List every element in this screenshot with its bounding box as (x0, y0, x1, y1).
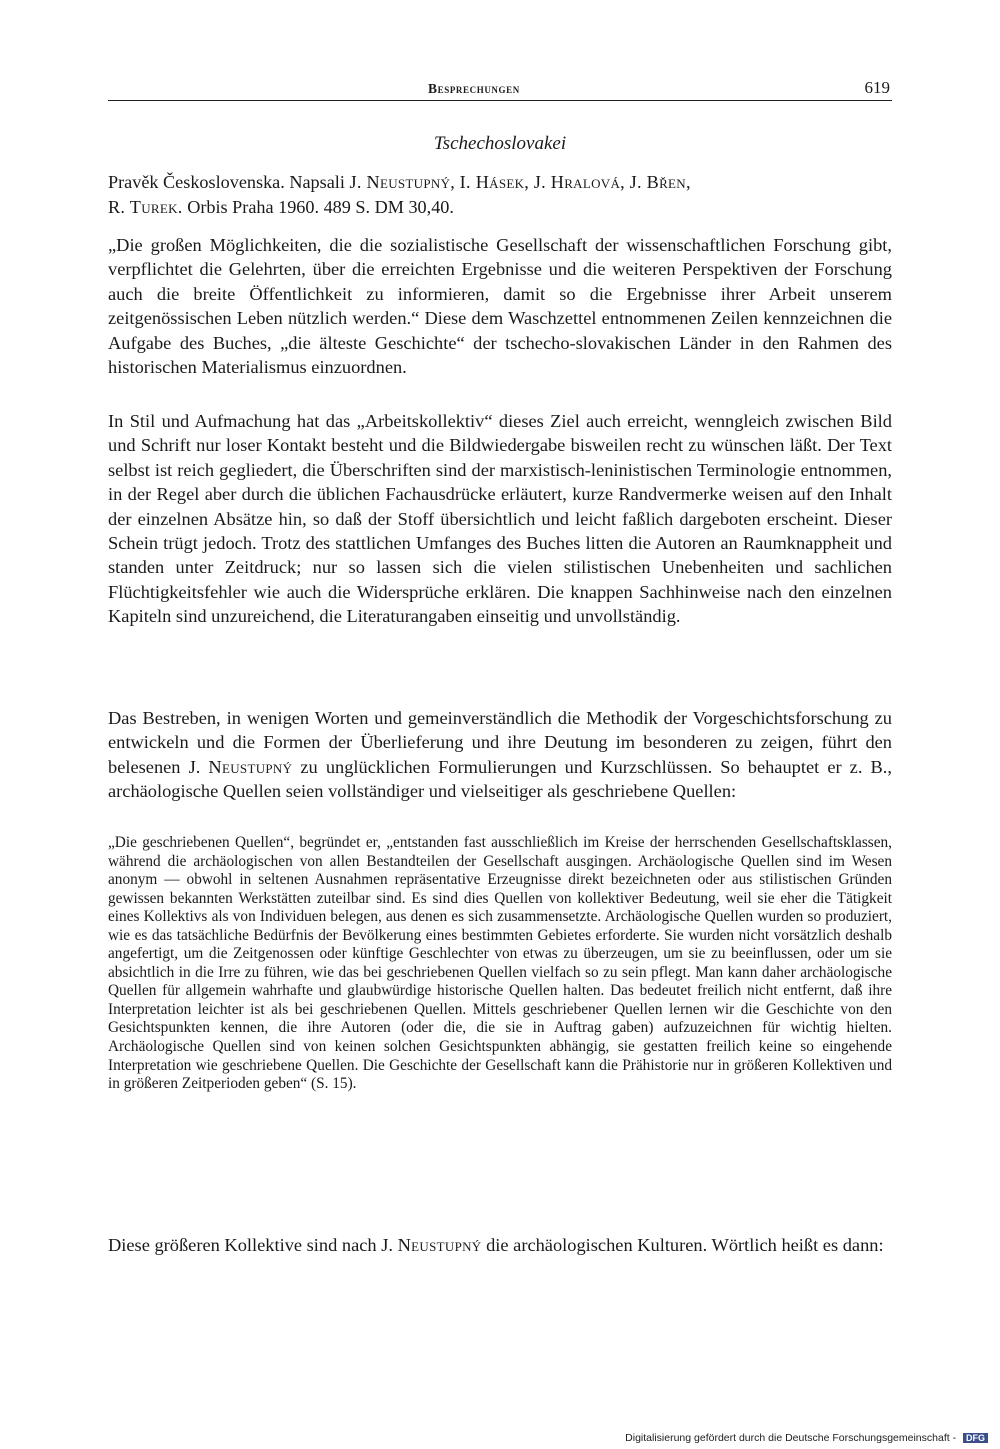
bibliographic-citation (108, 170, 892, 220)
citation-author: J. Břen, (629, 172, 691, 192)
section-title: Tschechoslovakei (433, 133, 567, 154)
paragraph-methodology (108, 706, 892, 804)
citation-author: J. Neustupný, (349, 172, 456, 192)
block-quotation: „Die geschriebenen Quellen“, begründet er, „entstanden fast ausschließlich im Kreise der herrschenden Gesellschaftsklassen, während die archäologischen von allen Bestandteilen der Gesellschaft ausgingen. Archäologische Quellen sind im Wesen anonym — obwohl in seltenen Ausnahmen repräsentative Erzeugnisse direkt bezeichneten oder aus stilistischen Gründen gewissen bekannten Werkstätten zuteilbar sind. Es sind dies Quellen von kollektiver Bedeutung, weil sie eher die Tätigkeit eines Kollektivs als von Individuen belegen, aus denen es sich zusammensetzte. Archäologische Quellen wurden so produziert, wie es das tatsächliche Bedürfnis der Bevölkerung eines bestimmten Gebietes erforderte. Sie wurden nicht vorsätzlich deshalb angefertigt, um die Zeitgenossen oder künftige Geschlechter von etwas zu überzeugen, um sie zu beeinflussen, oder um sie absichtlich in die Irre zu führen, wie das bei geschriebenen Quellen vielfach so zu sein pflegt. Man kann daher archäologische Quellen für allgemein wahrhafte und glaubwürdige historische Quellen halten. Das bedeutet freilich nicht entfernt, daß ihre Interpretation leichter ist als bei geschriebenen Quellen. Mittels geschriebener Quellen lernen wir die Geschichte von den Gesichtspunkten kennen, die ihre Autoren (oder die, die sie in Auftrag gaben) aufzuzeichnen für wichtig hielten. Archäologische Quellen sind von keinen solchen Gesichtspunkten abhängig, sie gestatten freilich keine so eingehende Interpretation wie geschriebene Quellen. Die Geschichte der Gesellschaft kann die Prähistorie nur in größeren Kollektiven und in größeren Zeitperioden geben“ (S. 15). (108, 834, 892, 1093)
digitization-footer (625, 1432, 988, 1444)
paragraph-text: zu unglücklichen Formulierungen und Kurzschlüssen. So behauptet er z. B., archäologische Quellen seien vollständiger und vielseitiger als geschriebene Quellen: (108, 756, 892, 802)
paragraph-intro: „Die großen Möglichkeiten, die die sozialistische Gesellschaft der wissenschaftlichen Forschung gibt, verpflichtet die Gelehrten, über die erreichten Ergebnisse und die weiteren Perspektiven der Forschung auch die breite Öffentlichkeit zu informieren, damit so die Ergebnisse ihrer Arbeit unserem zeitgenössischen Leben nützlich werden.“ Diese dem Waschzettel entnommenen Zeilen kennzeichnen die Aufgabe des Buches, „die älteste Geschichte“ der tschecho-slovakischen Länder in den Rahmen des historischen Materialismus einzuordnen. (108, 235, 892, 378)
citation-publication: Orbis Praha 1960. 489 S. DM 30,40. (187, 197, 454, 217)
author-name: Neustupný (208, 756, 293, 777)
author-name: Neustupný (397, 1235, 482, 1255)
paragraph-style-critique: In Stil und Aufmachung hat das „Arbeitskollektiv“ dieses Ziel auch erreicht, wenngleich zwischen Bild und Schrift nur loser Kontakt besteht und die Bildwiedergabe bisweilen recht zu wünschen läßt. Der Text selbst ist reich gegliedert, die Überschriften sind der marxistisch-leninistischen Terminologie entnommen, in der Regel aber durch die üblichen Fachausdrücke erläutert, kurze Randvermerke weisen auf den Inhalt der einzelnen Absätze hin, so daß der Stoff übersichtlich und leicht faßlich dargeboten erscheint. Dieser Schein trügt jedoch. Trotz des stattlichen Umfanges des Buches litten die Autoren an Raumknappheit und standen unter Zeitdruck; nur so lassen sich die vielen stilistischen Unebenheiten und sachlichen Flüchtigkeitsfehler wie auch die Widersprüche erklären. Die knappen Sachhinweise nach den einzelnen Kapiteln sind unzureichend, die Literaturangaben einseitig und unvollständig. (108, 411, 892, 627)
running-header (108, 78, 892, 101)
page-number: 619 (864, 78, 890, 97)
citation-author: R. Turek. (108, 197, 183, 217)
citation-author: I. Hásek, (459, 172, 530, 192)
footer-text: Digitalisierung gefördert durch die Deutsche Forschungsgemeinschaft - (625, 1432, 957, 1444)
paragraph-text: Das Bestreben, in wenigen Worten und gemeinverständlich die Methodik der Vorgeschichtsforschung zu entwickeln und die Formen der Überlieferung und ihre Deutung im besonderen zu zeigen, führt den belesenen J. (108, 708, 892, 777)
citation-author: J. Hralová, (533, 172, 626, 192)
citation-title: Pravěk Československa. Napsali (108, 172, 345, 192)
dfg-logo: DFG (963, 1433, 988, 1443)
paragraph-text: die archäologischen Kulturen. Wörtlich heißt es dann: (486, 1235, 884, 1255)
paragraph-conclusion (108, 1233, 892, 1257)
running-head: Besprechungen (428, 81, 520, 96)
paragraph-text: Diese größeren Kollektive sind nach J. (108, 1235, 393, 1255)
